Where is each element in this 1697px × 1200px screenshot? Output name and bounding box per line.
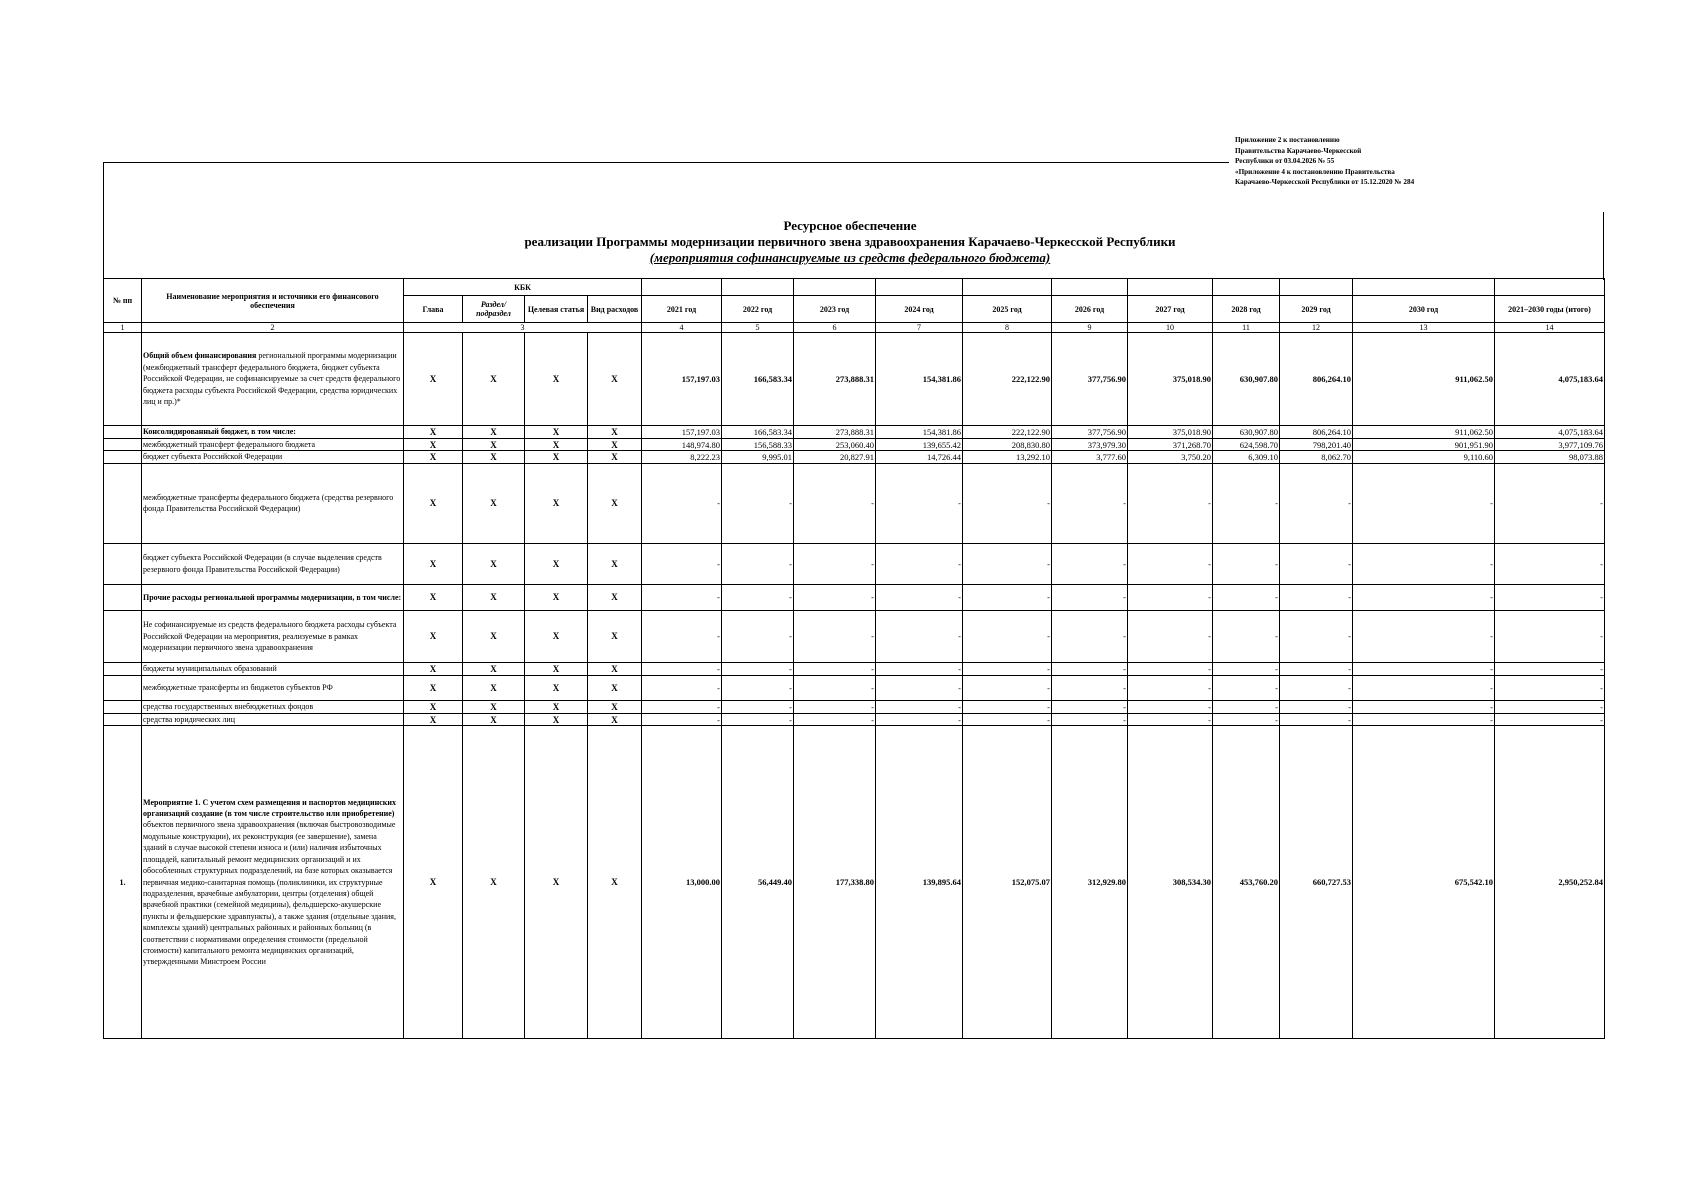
- row-name: [142, 426, 404, 439]
- index-cell: 10: [1128, 323, 1213, 333]
- index-cell: 5: [722, 323, 794, 333]
- col-header-razdel: Раздел/ подраздел: [463, 296, 525, 323]
- kbk-cell: X: [404, 726, 463, 1039]
- year-value-cell: -: [722, 662, 794, 675]
- row-name-text: средства государственных внебюджетных фондов: [143, 702, 314, 712]
- year-value-cell: -: [722, 700, 794, 713]
- total-cell: 3,977,109.76: [1495, 439, 1605, 451]
- year-value-cell: 139,655.42: [876, 439, 963, 451]
- year-value-cell: -: [1128, 463, 1213, 543]
- year-value-cell: -: [963, 463, 1052, 543]
- table-row: [104, 610, 1605, 662]
- kbk-cell: X: [525, 700, 588, 713]
- year-value-cell: 56,449.40: [722, 726, 794, 1039]
- kbk-cell: X: [404, 675, 463, 700]
- year-value-cell: 9,995.01: [722, 451, 794, 463]
- year-value-cell: 911,062.50: [1353, 426, 1495, 439]
- year-value-cell: 222,122.90: [963, 426, 1052, 439]
- year-value-cell: 177,338.80: [794, 726, 876, 1039]
- index-cell: 11: [1213, 323, 1280, 333]
- total-cell: 4,075,183.64: [1495, 333, 1605, 426]
- kbk-cell: X: [588, 426, 642, 439]
- year-value-cell: 377,756.90: [1052, 426, 1128, 439]
- title-line-3: (мероприятия софинансируемые из средств федерального бюджета): [649, 250, 1051, 265]
- year-value-cell: -: [794, 662, 876, 675]
- row-number: [104, 610, 142, 662]
- col-header-year: 2029 год: [1280, 296, 1353, 323]
- year-value-cell: -: [1052, 584, 1128, 610]
- row-name-text: региональной программы модернизации (межбюджетный трансферт федерального бюджета, бюджет субъекта Российской Федерации, не софинансируемые за счет средств федерального бюджета расходы субъекта Российской Федерации, средства юридических лиц и пр.)*: [143, 351, 401, 407]
- year-value-cell: -: [1280, 610, 1353, 662]
- kbk-cell: X: [525, 675, 588, 700]
- year-value-cell: -: [1052, 543, 1128, 584]
- table-row: [104, 463, 1605, 543]
- kbk-cell: X: [404, 426, 463, 439]
- kbk-cell: X: [588, 463, 642, 543]
- row-name: [142, 333, 404, 426]
- year-value-cell: -: [876, 700, 963, 713]
- year-value-cell: -: [1280, 584, 1353, 610]
- year-value-cell: -: [794, 463, 876, 543]
- kbk-cell: X: [463, 451, 525, 463]
- year-value-cell: 806,264.10: [1280, 426, 1353, 439]
- appendix-note-line: Карачаево-Черкесской Республики от 15.12.2020 № 284: [1235, 178, 1415, 186]
- kbk-cell: X: [525, 463, 588, 543]
- year-value-cell: -: [876, 463, 963, 543]
- title-line-2: реализации Программы модернизации первичного звена здравоохранения Карачаево-Черкесской Республики: [524, 234, 1176, 249]
- kbk-cell: X: [525, 451, 588, 463]
- kbk-cell: X: [525, 439, 588, 451]
- year-value-cell: -: [794, 713, 876, 725]
- year-value-cell: 3,777.60: [1052, 451, 1128, 463]
- table-row: [104, 713, 1605, 725]
- year-value-cell: -: [722, 610, 794, 662]
- year-value-cell: -: [642, 675, 722, 700]
- kbk-cell: X: [588, 584, 642, 610]
- col-header-total: 2021–2030 годы (итого): [1495, 296, 1605, 323]
- year-value-cell: 9,110.60: [1353, 451, 1495, 463]
- year-value-cell: -: [1052, 662, 1128, 675]
- total-cell: -: [1495, 700, 1605, 713]
- year-value-cell: 6,309.10: [1213, 451, 1280, 463]
- year-value-cell: -: [876, 543, 963, 584]
- year-value-cell: 148,974.80: [642, 439, 722, 451]
- kbk-cell: X: [588, 543, 642, 584]
- year-value-cell: -: [642, 713, 722, 725]
- row-name: [142, 726, 404, 1039]
- year-value-cell: -: [876, 584, 963, 610]
- kbk-cell: X: [404, 700, 463, 713]
- year-value-cell: -: [1128, 713, 1213, 725]
- col-header-year: 2024 год: [876, 296, 963, 323]
- year-value-cell: -: [1052, 675, 1128, 700]
- index-cell: 2: [142, 323, 404, 333]
- row-number: [104, 333, 142, 426]
- year-value-cell: 253,060.40: [794, 439, 876, 451]
- index-cell: 7: [876, 323, 963, 333]
- year-value-cell: -: [794, 700, 876, 713]
- year-value-cell: -: [1213, 584, 1280, 610]
- kbk-cell: X: [525, 726, 588, 1039]
- year-value-cell: 13,292.10: [963, 451, 1052, 463]
- kbk-cell: X: [404, 713, 463, 725]
- year-value-cell: 453,760.20: [1213, 726, 1280, 1039]
- row-name-bold: Мероприятие 1. С учетом схем размещения и паспортов медицинских организаций создание (в том числе строительство или приобретение): [143, 797, 396, 819]
- year-value-cell: -: [1213, 543, 1280, 584]
- appendix-note-line: «Приложение 4 к постановлению Правительства: [1235, 167, 1395, 176]
- year-value-cell: -: [963, 543, 1052, 584]
- year-value-cell: 139,895.64: [876, 726, 963, 1039]
- year-value-cell: -: [1213, 463, 1280, 543]
- year-value-cell: 660,727.53: [1280, 726, 1353, 1039]
- row-name-text: межбюджетные трансферты федерального бюджета (средства резервного фонда Правительства Российской Федерации): [143, 492, 394, 514]
- row-number: [104, 426, 142, 439]
- year-value-cell: 375,018.90: [1128, 333, 1213, 426]
- year-value-cell: -: [963, 713, 1052, 725]
- row-number: [104, 584, 142, 610]
- year-value-cell: 377,756.90: [1052, 333, 1128, 426]
- year-value-cell: -: [642, 584, 722, 610]
- kbk-cell: X: [404, 451, 463, 463]
- year-value-cell: -: [1128, 543, 1213, 584]
- total-cell: -: [1495, 675, 1605, 700]
- year-value-cell: -: [1128, 584, 1213, 610]
- year-value-cell: -: [963, 662, 1052, 675]
- row-name: [142, 713, 404, 725]
- year-value-cell: -: [1052, 713, 1128, 725]
- kbk-cell: X: [525, 662, 588, 675]
- kbk-cell: X: [404, 584, 463, 610]
- kbk-cell: X: [463, 463, 525, 543]
- year-value-cell: -: [1280, 543, 1353, 584]
- year-value-cell: 911,062.50: [1353, 333, 1495, 426]
- year-value-cell: -: [876, 662, 963, 675]
- row-name: [142, 439, 404, 451]
- year-value-cell: 208,830.80: [963, 439, 1052, 451]
- year-value-cell: -: [642, 662, 722, 675]
- year-value-cell: -: [1052, 610, 1128, 662]
- col-header-year: 2030 год: [1353, 296, 1495, 323]
- kbk-cell: X: [588, 726, 642, 1039]
- year-value-cell: 152,075.07: [963, 726, 1052, 1039]
- kbk-cell: X: [463, 662, 525, 675]
- year-value-cell: 675,542.10: [1353, 726, 1495, 1039]
- kbk-cell: X: [463, 610, 525, 662]
- kbk-cell: X: [525, 333, 588, 426]
- year-value-cell: -: [1353, 543, 1495, 584]
- col-header-vid: Вид расходов: [588, 296, 642, 323]
- index-cell: 8: [963, 323, 1052, 333]
- year-value-cell: -: [1353, 610, 1495, 662]
- row-number: 1.: [104, 726, 142, 1039]
- year-value-cell: -: [876, 675, 963, 700]
- row-number: [104, 700, 142, 713]
- year-value-cell: 20,827.91: [794, 451, 876, 463]
- kbk-cell: X: [525, 543, 588, 584]
- title-line-1: Ресурсное обеспечение: [783, 218, 917, 233]
- frame-top-rule: [103, 162, 1229, 163]
- year-value-cell: -: [722, 543, 794, 584]
- total-cell: -: [1495, 662, 1605, 675]
- total-cell: -: [1495, 584, 1605, 610]
- kbk-cell: X: [588, 713, 642, 725]
- row-name: [142, 700, 404, 713]
- row-name: [142, 451, 404, 463]
- kbk-cell: X: [404, 543, 463, 584]
- year-value-cell: -: [1280, 463, 1353, 543]
- year-value-cell: 375,018.90: [1128, 426, 1213, 439]
- kbk-cell: X: [463, 713, 525, 725]
- row-name-text: бюджеты муниципальных образований: [143, 664, 277, 674]
- kbk-cell: X: [404, 463, 463, 543]
- row-number: [104, 451, 142, 463]
- index-cell: 1: [104, 323, 142, 333]
- year-value-cell: 806,264.10: [1280, 333, 1353, 426]
- kbk-cell: X: [463, 439, 525, 451]
- index-cell: 3: [404, 323, 642, 333]
- kbk-cell: X: [404, 610, 463, 662]
- kbk-cell: X: [463, 584, 525, 610]
- col-header-year: 2022 год: [722, 296, 794, 323]
- year-value-cell: -: [1128, 675, 1213, 700]
- year-value-cell: 222,122.90: [963, 333, 1052, 426]
- kbk-cell: X: [404, 662, 463, 675]
- year-value-cell: -: [1353, 700, 1495, 713]
- year-value-cell: 166,583.34: [722, 333, 794, 426]
- year-value-cell: -: [794, 675, 876, 700]
- kbk-cell: X: [588, 451, 642, 463]
- index-cell: 9: [1052, 323, 1128, 333]
- year-value-cell: 13,000.00: [642, 726, 722, 1039]
- year-value-cell: -: [876, 610, 963, 662]
- table-row: [104, 333, 1605, 426]
- year-value-cell: 3,750.20: [1128, 451, 1213, 463]
- kbk-cell: X: [463, 333, 525, 426]
- col-header-glava: Глава: [404, 296, 463, 323]
- year-value-cell: -: [963, 700, 1052, 713]
- col-header-statya: Целевая статья: [525, 296, 588, 323]
- kbk-cell: X: [404, 333, 463, 426]
- row-number: [104, 543, 142, 584]
- col-header-name: Наименование мероприятия и источники его финансового обеспечения: [142, 279, 404, 323]
- total-cell: -: [1495, 463, 1605, 543]
- table-row: [104, 439, 1605, 451]
- resource-table: [103, 278, 1605, 1039]
- row-number: [104, 463, 142, 543]
- year-value-cell: -: [1052, 463, 1128, 543]
- year-value-cell: -: [722, 463, 794, 543]
- kbk-cell: X: [588, 333, 642, 426]
- index-cell: 6: [794, 323, 876, 333]
- year-value-cell: -: [722, 584, 794, 610]
- year-value-cell: -: [722, 713, 794, 725]
- total-cell: 98,073.88: [1495, 451, 1605, 463]
- year-value-cell: 312,929.80: [1052, 726, 1128, 1039]
- year-value-cell: -: [1052, 700, 1128, 713]
- year-value-cell: 308,534.30: [1128, 726, 1213, 1039]
- total-cell: 2,950,252.84: [1495, 726, 1605, 1039]
- col-header-year: 2023 год: [794, 296, 876, 323]
- kbk-cell: X: [588, 675, 642, 700]
- year-value-cell: 8,222.23: [642, 451, 722, 463]
- total-cell: -: [1495, 713, 1605, 725]
- year-value-cell: -: [1213, 713, 1280, 725]
- year-value-cell: 156,588.33: [722, 439, 794, 451]
- year-value-cell: -: [1213, 662, 1280, 675]
- year-value-cell: -: [794, 610, 876, 662]
- year-value-cell: 630,907.80: [1213, 333, 1280, 426]
- year-value-cell: -: [1353, 463, 1495, 543]
- kbk-cell: X: [463, 726, 525, 1039]
- year-value-cell: 8,062.70: [1280, 451, 1353, 463]
- appendix-note: [1235, 135, 1655, 188]
- row-number: [104, 713, 142, 725]
- col-header-year: 2021 год: [642, 296, 722, 323]
- year-value-cell: 373,979.30: [1052, 439, 1128, 451]
- year-value-cell: 273,888.31: [794, 333, 876, 426]
- year-value-cell: -: [1280, 675, 1353, 700]
- year-value-cell: -: [876, 713, 963, 725]
- year-value-cell: 630,907.80: [1213, 426, 1280, 439]
- row-name-text: межбюджетные трансферты из бюджетов субъектов РФ: [143, 683, 333, 693]
- year-value-cell: -: [722, 675, 794, 700]
- row-name-text: межбюджетный трансферт федерального бюджета: [143, 440, 316, 449]
- row-name-bold: Прочие расходы региональной программы модернизации, в том числе:: [143, 592, 402, 602]
- col-header-year: 2027 год: [1128, 296, 1213, 323]
- year-value-cell: 154,381.86: [876, 426, 963, 439]
- row-number: [104, 439, 142, 451]
- year-value-cell: 624,598.70: [1213, 439, 1280, 451]
- row-name: [142, 675, 404, 700]
- year-value-cell: -: [1353, 675, 1495, 700]
- year-value-cell: 157,197.03: [642, 333, 722, 426]
- year-value-cell: -: [963, 584, 1052, 610]
- col-header-num: № пп: [104, 279, 142, 323]
- kbk-cell: X: [525, 610, 588, 662]
- year-value-cell: -: [963, 610, 1052, 662]
- index-cell: 14: [1495, 323, 1605, 333]
- kbk-cell: X: [463, 543, 525, 584]
- kbk-cell: X: [588, 610, 642, 662]
- table-row: [104, 543, 1605, 584]
- year-value-cell: -: [1353, 584, 1495, 610]
- row-name: [142, 543, 404, 584]
- row-name: [142, 584, 404, 610]
- year-value-cell: 798,201.40: [1280, 439, 1353, 451]
- index-cell: 12: [1280, 323, 1353, 333]
- year-value-cell: -: [1280, 700, 1353, 713]
- col-header-kbk: КБК: [404, 279, 642, 296]
- year-value-cell: -: [1213, 675, 1280, 700]
- year-value-cell: 154,381.86: [876, 333, 963, 426]
- row-name-text: бюджет субъекта Российской Федерации: [143, 452, 283, 462]
- year-value-cell: 273,888.31: [794, 426, 876, 439]
- kbk-cell: X: [525, 584, 588, 610]
- year-value-cell: -: [794, 584, 876, 610]
- year-value-cell: -: [1280, 713, 1353, 725]
- year-value-cell: -: [1128, 610, 1213, 662]
- row-name: [142, 463, 404, 543]
- kbk-cell: X: [525, 713, 588, 725]
- row-name-text: бюджет субъекта Российской Федерации (в случае выделения средств резервного фонда Правительства Российской Федерации): [143, 553, 382, 574]
- kbk-cell: X: [404, 439, 463, 451]
- col-header-year: 2026 год: [1052, 296, 1128, 323]
- document-title: [400, 218, 1300, 266]
- kbk-cell: X: [525, 426, 588, 439]
- appendix-note-line: Приложение 2 к постановлению: [1235, 136, 1340, 144]
- table-row: [104, 700, 1605, 713]
- year-value-cell: -: [1280, 662, 1353, 675]
- year-value-cell: -: [963, 675, 1052, 700]
- row-name-text: объектов первичного звена здравоохранения (включая быстровозводимые модульные конструкции), их реконструкция (ее завершение), замена зданий в случае высокой степени износа и (или) наличия избыточных площадей, капитальный ремонт медицинских организаций и их обособленных структурных подразделений, на базе которых оказывается первичная медико-санитарная помощь (поликлиники, их структурные подразделения, врачебные амбулатории, центры (отделения) общей врачебной практики (семейной медицины), фельдшерско-акушерские пункты и фельдшерские здравпункты), а также здания (отдельные здания, комплексы зданий) центральных районных и районных больниц (в соответствии с нормативами определения стоимости (предельной стоимости) капитального ремонта медицинских организаций, утвержденными Минстроем России: [143, 820, 396, 967]
- kbk-cell: X: [588, 662, 642, 675]
- year-value-cell: -: [1353, 662, 1495, 675]
- year-value-cell: -: [642, 543, 722, 584]
- year-value-cell: 901,951.90: [1353, 439, 1495, 451]
- year-value-cell: -: [1353, 713, 1495, 725]
- index-cell: 13: [1353, 323, 1495, 333]
- year-value-cell: 157,197.03: [642, 426, 722, 439]
- frame-left-rule: [103, 162, 104, 280]
- row-name-text: средства юридических лиц: [143, 714, 235, 724]
- appendix-note-line: Правительства Карачаево-Черкесской: [1235, 146, 1362, 155]
- col-header-year: 2025 год: [963, 296, 1052, 323]
- year-value-cell: 14,726.44: [876, 451, 963, 463]
- row-number: [104, 675, 142, 700]
- kbk-cell: X: [588, 700, 642, 713]
- row-number: [104, 662, 142, 675]
- table-row: [104, 726, 1605, 1039]
- frame-right-rule: [1603, 212, 1604, 280]
- table-row: [104, 662, 1605, 675]
- kbk-cell: X: [463, 426, 525, 439]
- year-value-cell: -: [642, 463, 722, 543]
- row-name-bold: Общий объем финансирования: [143, 351, 257, 361]
- col-header-year: 2028 год: [1213, 296, 1280, 323]
- year-value-cell: -: [1213, 700, 1280, 713]
- total-cell: 4,075,183.64: [1495, 426, 1605, 439]
- row-name-text: Не софинансируемые из средств федерального бюджета расходы субъекта Российской Федерации на мероприятия, реализуемые в рамках модернизации первичного звена здравоохранения: [143, 620, 397, 653]
- kbk-cell: X: [588, 439, 642, 451]
- year-value-cell: -: [642, 610, 722, 662]
- kbk-cell: X: [463, 675, 525, 700]
- total-cell: -: [1495, 610, 1605, 662]
- year-value-cell: -: [794, 543, 876, 584]
- index-cell: 4: [642, 323, 722, 333]
- row-name: [142, 662, 404, 675]
- year-value-cell: -: [642, 700, 722, 713]
- year-value-cell: 371,268.70: [1128, 439, 1213, 451]
- year-value-cell: -: [1128, 662, 1213, 675]
- table-row: [104, 451, 1605, 463]
- year-value-cell: -: [1128, 700, 1213, 713]
- table-row: [104, 426, 1605, 439]
- year-value-cell: 166,583.34: [722, 426, 794, 439]
- index-row: [104, 323, 1605, 333]
- appendix-note-line: Республики от 03.04.2026 № 55: [1235, 157, 1335, 165]
- total-cell: -: [1495, 543, 1605, 584]
- table-row: [104, 675, 1605, 700]
- year-value-cell: -: [1213, 610, 1280, 662]
- table-row: [104, 584, 1605, 610]
- kbk-cell: X: [463, 700, 525, 713]
- row-name-bold: Консолидированный бюджет, в том числе:: [143, 427, 296, 437]
- row-name: [142, 610, 404, 662]
